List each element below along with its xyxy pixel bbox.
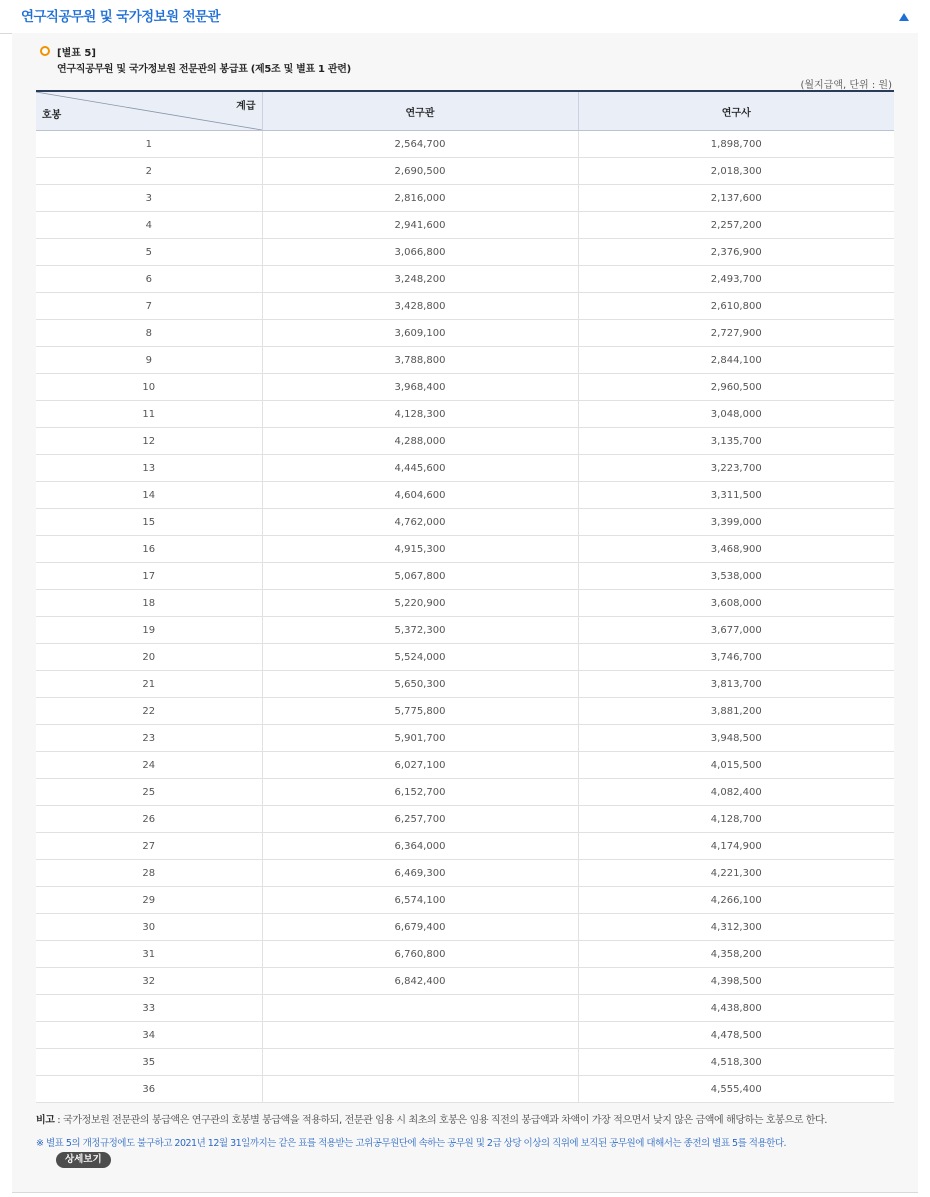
unit-note: (월지급액, 단위 : 원) [800, 80, 892, 91]
researcher-pay-cell: 3,468,900 [578, 536, 894, 563]
researcher-pay-cell: 3,813,700 [578, 671, 894, 698]
table-row [36, 347, 894, 374]
researcher-pay-cell: 4,312,300 [578, 914, 894, 941]
table-row [36, 131, 894, 158]
step-cell: 8 [36, 320, 262, 347]
senior-researcher-pay-cell: 5,372,300 [262, 617, 578, 644]
senior-researcher-pay-cell: 4,288,000 [262, 428, 578, 455]
researcher-pay-cell: 2,844,100 [578, 347, 894, 374]
step-cell: 24 [36, 752, 262, 779]
researcher-pay-cell: 4,518,300 [578, 1049, 894, 1076]
senior-researcher-pay-cell: 5,901,700 [262, 725, 578, 752]
researcher-pay-cell: 3,881,200 [578, 698, 894, 725]
researcher-pay-cell: 2,137,600 [578, 185, 894, 212]
step-cell: 21 [36, 671, 262, 698]
researcher-pay-cell: 2,018,300 [578, 158, 894, 185]
senior-researcher-pay-cell: 4,762,000 [262, 509, 578, 536]
senior-researcher-pay-cell: 3,609,100 [262, 320, 578, 347]
detail-view-button[interactable]: 상세보기 [56, 1152, 111, 1168]
researcher-pay-cell: 3,048,000 [578, 401, 894, 428]
table-row [36, 590, 894, 617]
senior-researcher-pay-cell: 4,445,600 [262, 455, 578, 482]
table-row [36, 860, 894, 887]
senior-researcher-pay-cell [262, 1022, 578, 1049]
researcher-pay-cell: 4,478,500 [578, 1022, 894, 1049]
table-row [36, 563, 894, 590]
step-cell: 6 [36, 266, 262, 293]
table-row [36, 482, 894, 509]
table-number: [별표 5] [57, 48, 96, 59]
senior-researcher-pay-cell: 5,775,800 [262, 698, 578, 725]
step-cell: 25 [36, 779, 262, 806]
senior-researcher-pay-cell: 6,842,400 [262, 968, 578, 995]
senior-researcher-pay-cell: 5,220,900 [262, 590, 578, 617]
step-cell: 10 [36, 374, 262, 401]
table-row [36, 455, 894, 482]
table-row [36, 887, 894, 914]
panel-divider [12, 1192, 918, 1193]
researcher-pay-cell: 4,082,400 [578, 779, 894, 806]
step-cell: 7 [36, 293, 262, 320]
step-cell: 29 [36, 887, 262, 914]
step-cell: 2 [36, 158, 262, 185]
researcher-pay-cell: 4,358,200 [578, 941, 894, 968]
triangle-up-icon[interactable] [898, 12, 910, 22]
table-row [36, 185, 894, 212]
researcher-pay-cell: 4,128,700 [578, 806, 894, 833]
researcher-pay-cell: 4,266,100 [578, 887, 894, 914]
step-cell: 22 [36, 698, 262, 725]
senior-researcher-pay-cell: 4,128,300 [262, 401, 578, 428]
table-row [36, 293, 894, 320]
table-row [36, 779, 894, 806]
researcher-pay-cell: 3,746,700 [578, 644, 894, 671]
senior-researcher-pay-cell: 3,788,800 [262, 347, 578, 374]
table-row [36, 833, 894, 860]
step-cell: 33 [36, 995, 262, 1022]
step-cell: 26 [36, 806, 262, 833]
table-row [36, 1022, 894, 1049]
senior-researcher-pay-cell [262, 1076, 578, 1103]
section-header[interactable] [0, 0, 918, 34]
senior-researcher-pay-cell: 6,679,400 [262, 914, 578, 941]
senior-researcher-pay-cell: 6,027,100 [262, 752, 578, 779]
researcher-pay-cell: 3,223,700 [578, 455, 894, 482]
researcher-pay-cell: 2,493,700 [578, 266, 894, 293]
senior-researcher-pay-cell: 4,915,300 [262, 536, 578, 563]
table-row [36, 212, 894, 239]
step-cell: 17 [36, 563, 262, 590]
researcher-pay-cell: 3,399,000 [578, 509, 894, 536]
step-cell: 32 [36, 968, 262, 995]
step-cell: 35 [36, 1049, 262, 1076]
header-step-label: 호봉 [42, 110, 62, 121]
senior-researcher-pay-cell: 2,941,600 [262, 212, 578, 239]
step-cell: 16 [36, 536, 262, 563]
researcher-pay-cell: 2,257,200 [578, 212, 894, 239]
section-title: 연구직공무원 및 국가정보원 전문관 [21, 9, 220, 25]
header-grade-label: 계급 [236, 101, 256, 112]
step-cell: 30 [36, 914, 262, 941]
step-cell: 11 [36, 401, 262, 428]
researcher-pay-cell: 2,610,800 [578, 293, 894, 320]
researcher-pay-cell: 3,538,000 [578, 563, 894, 590]
table-row [36, 401, 894, 428]
researcher-pay-cell: 2,727,900 [578, 320, 894, 347]
step-cell: 31 [36, 941, 262, 968]
senior-researcher-pay-cell: 2,690,500 [262, 158, 578, 185]
remark [36, 1111, 827, 1126]
remark-text: : 국가정보원 전문관의 봉급액은 연구관의 호봉별 봉급액을 적용하되, 전문관 임용 시 최초의 호봉은 임용 직전의 봉급액과 차액이 가장 적으면서 낮지 않은 금액에 해당하는 호봉으로 한다. [54, 1115, 828, 1126]
step-cell: 36 [36, 1076, 262, 1103]
header-researcher: 연구사 [578, 91, 894, 131]
researcher-pay-cell: 4,555,400 [578, 1076, 894, 1103]
step-cell: 15 [36, 509, 262, 536]
senior-researcher-pay-cell: 3,968,400 [262, 374, 578, 401]
table-row [36, 752, 894, 779]
step-cell: 18 [36, 590, 262, 617]
step-cell: 4 [36, 212, 262, 239]
step-cell: 12 [36, 428, 262, 455]
table-row [36, 644, 894, 671]
senior-researcher-pay-cell: 6,760,800 [262, 941, 578, 968]
senior-researcher-pay-cell: 2,564,700 [262, 131, 578, 158]
researcher-pay-cell: 1,898,700 [578, 131, 894, 158]
table-header-row [36, 91, 894, 131]
researcher-pay-cell: 2,960,500 [578, 374, 894, 401]
remark-label: 비고 [36, 1115, 55, 1126]
researcher-pay-cell: 3,608,000 [578, 590, 894, 617]
table-row [36, 320, 894, 347]
researcher-pay-cell: 2,376,900 [578, 239, 894, 266]
researcher-pay-cell: 4,174,900 [578, 833, 894, 860]
table-row [36, 698, 894, 725]
senior-researcher-pay-cell: 5,067,800 [262, 563, 578, 590]
senior-researcher-pay-cell: 5,650,300 [262, 671, 578, 698]
table-row [36, 914, 894, 941]
researcher-pay-cell: 4,438,800 [578, 995, 894, 1022]
researcher-pay-cell: 3,948,500 [578, 725, 894, 752]
table-row [36, 1076, 894, 1103]
header-diagonal-cell [36, 91, 262, 131]
senior-researcher-pay-cell: 6,574,100 [262, 887, 578, 914]
table-row [36, 725, 894, 752]
table-row [36, 1049, 894, 1076]
researcher-pay-cell: 3,135,700 [578, 428, 894, 455]
senior-researcher-pay-cell: 2,816,000 [262, 185, 578, 212]
step-cell: 3 [36, 185, 262, 212]
step-cell: 20 [36, 644, 262, 671]
table-row [36, 968, 894, 995]
table-row [36, 995, 894, 1022]
senior-researcher-pay-cell: 3,248,200 [262, 266, 578, 293]
step-cell: 23 [36, 725, 262, 752]
step-cell: 27 [36, 833, 262, 860]
senior-researcher-pay-cell: 3,066,800 [262, 239, 578, 266]
table-row [36, 158, 894, 185]
step-cell: 9 [36, 347, 262, 374]
step-cell: 1 [36, 131, 262, 158]
circle-bullet-icon [40, 46, 50, 56]
researcher-pay-cell: 4,221,300 [578, 860, 894, 887]
senior-researcher-pay-cell: 6,469,300 [262, 860, 578, 887]
step-cell: 34 [36, 1022, 262, 1049]
researcher-pay-cell: 4,398,500 [578, 968, 894, 995]
senior-researcher-pay-cell [262, 1049, 578, 1076]
senior-researcher-pay-cell: 6,257,700 [262, 806, 578, 833]
senior-researcher-pay-cell: 6,152,700 [262, 779, 578, 806]
amendment-note: ※ 별표 5의 개정규정에도 불구하고 2021년 12월 31일까지는 같은 표를 적용받는 고위공무원단에 속하는 공무원 및 2급 상당 이상의 직위에 보직된 공무원에 대해서는 종전의 별표 5를 적용한다. [36, 1138, 787, 1149]
salary-table [36, 90, 894, 1103]
table-row [36, 509, 894, 536]
senior-researcher-pay-cell: 6,364,000 [262, 833, 578, 860]
researcher-pay-cell: 3,311,500 [578, 482, 894, 509]
table-row [36, 266, 894, 293]
senior-researcher-pay-cell: 3,428,800 [262, 293, 578, 320]
table-row [36, 941, 894, 968]
step-cell: 5 [36, 239, 262, 266]
table-row [36, 806, 894, 833]
table-row [36, 536, 894, 563]
table-row [36, 239, 894, 266]
senior-researcher-pay-cell: 4,604,600 [262, 482, 578, 509]
header-researcher-senior: 연구관 [262, 91, 578, 131]
researcher-pay-cell: 3,677,000 [578, 617, 894, 644]
step-cell: 28 [36, 860, 262, 887]
table-row [36, 374, 894, 401]
table-row [36, 428, 894, 455]
diagonal-line [36, 92, 262, 130]
senior-researcher-pay-cell [262, 995, 578, 1022]
step-cell: 14 [36, 482, 262, 509]
table-body [36, 131, 894, 1103]
step-cell: 13 [36, 455, 262, 482]
table-row [36, 617, 894, 644]
table-row [36, 671, 894, 698]
researcher-pay-cell: 4,015,500 [578, 752, 894, 779]
senior-researcher-pay-cell: 5,524,000 [262, 644, 578, 671]
table-caption: 연구직공무원 및 국가정보원 전문관의 봉급표 (제5조 및 별표 1 관련) [57, 64, 351, 75]
step-cell: 19 [36, 617, 262, 644]
